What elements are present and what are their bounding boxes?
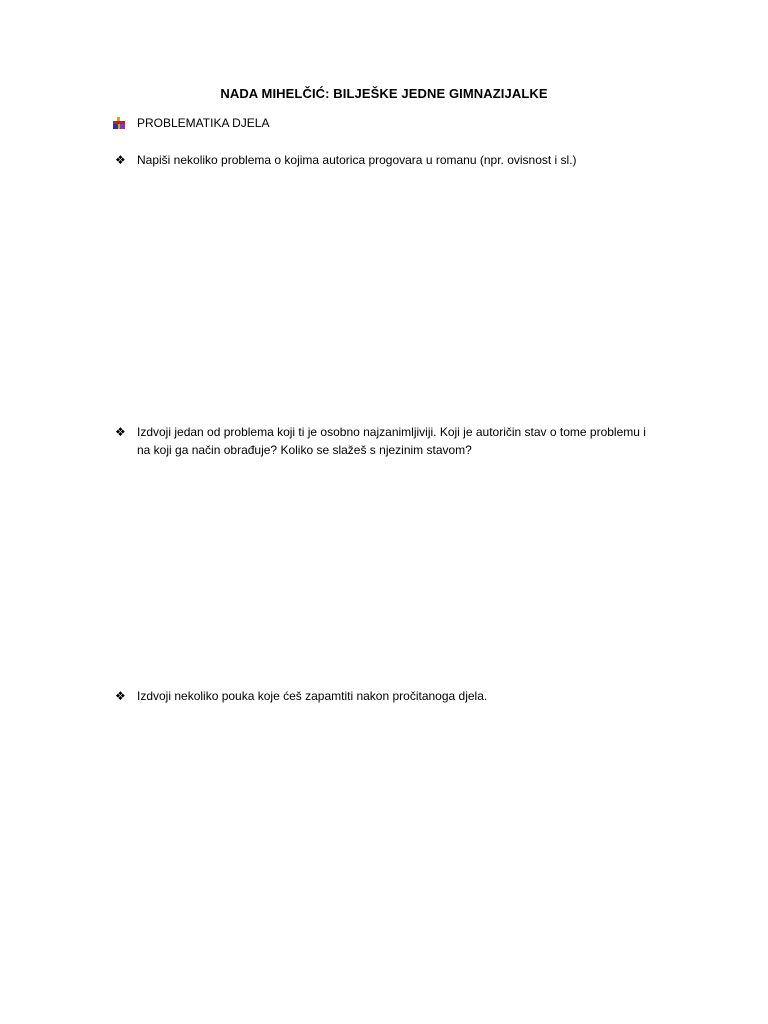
diamond-bullet-icon: ❖ — [115, 153, 126, 167]
document-title: NADA MIHELČIĆ: BILJEŠKE JEDNE GIMNAZIJALKE — [220, 86, 548, 101]
colored-blocks-bullet-icon — [113, 117, 125, 129]
question-text-2: Izdvoji jedan od problema koji ti je osobno najzanimljiviji. Koji je autoričin stav o tome problemu i na koji ga način obrađuje? Koliko se slažeš s njezinim stavom? — [137, 425, 646, 457]
question-item-3 — [115, 687, 655, 705]
question-item-1 — [115, 151, 655, 169]
question-text-1: Napiši nekoliko problema o kojima autorica progovara u romanu (npr. ovisnost i sl.) — [137, 153, 577, 167]
section-heading-text: PROBLEMATIKA DJELA — [137, 116, 270, 130]
section-heading — [113, 116, 270, 130]
diamond-bullet-icon: ❖ — [115, 425, 126, 439]
diamond-bullet-icon: ❖ — [115, 689, 126, 703]
question-text-3: Izdvoji nekoliko pouka koje ćeš zapamtiti nakon pročitanoga djela. — [137, 689, 488, 703]
question-item-2 — [115, 423, 655, 459]
